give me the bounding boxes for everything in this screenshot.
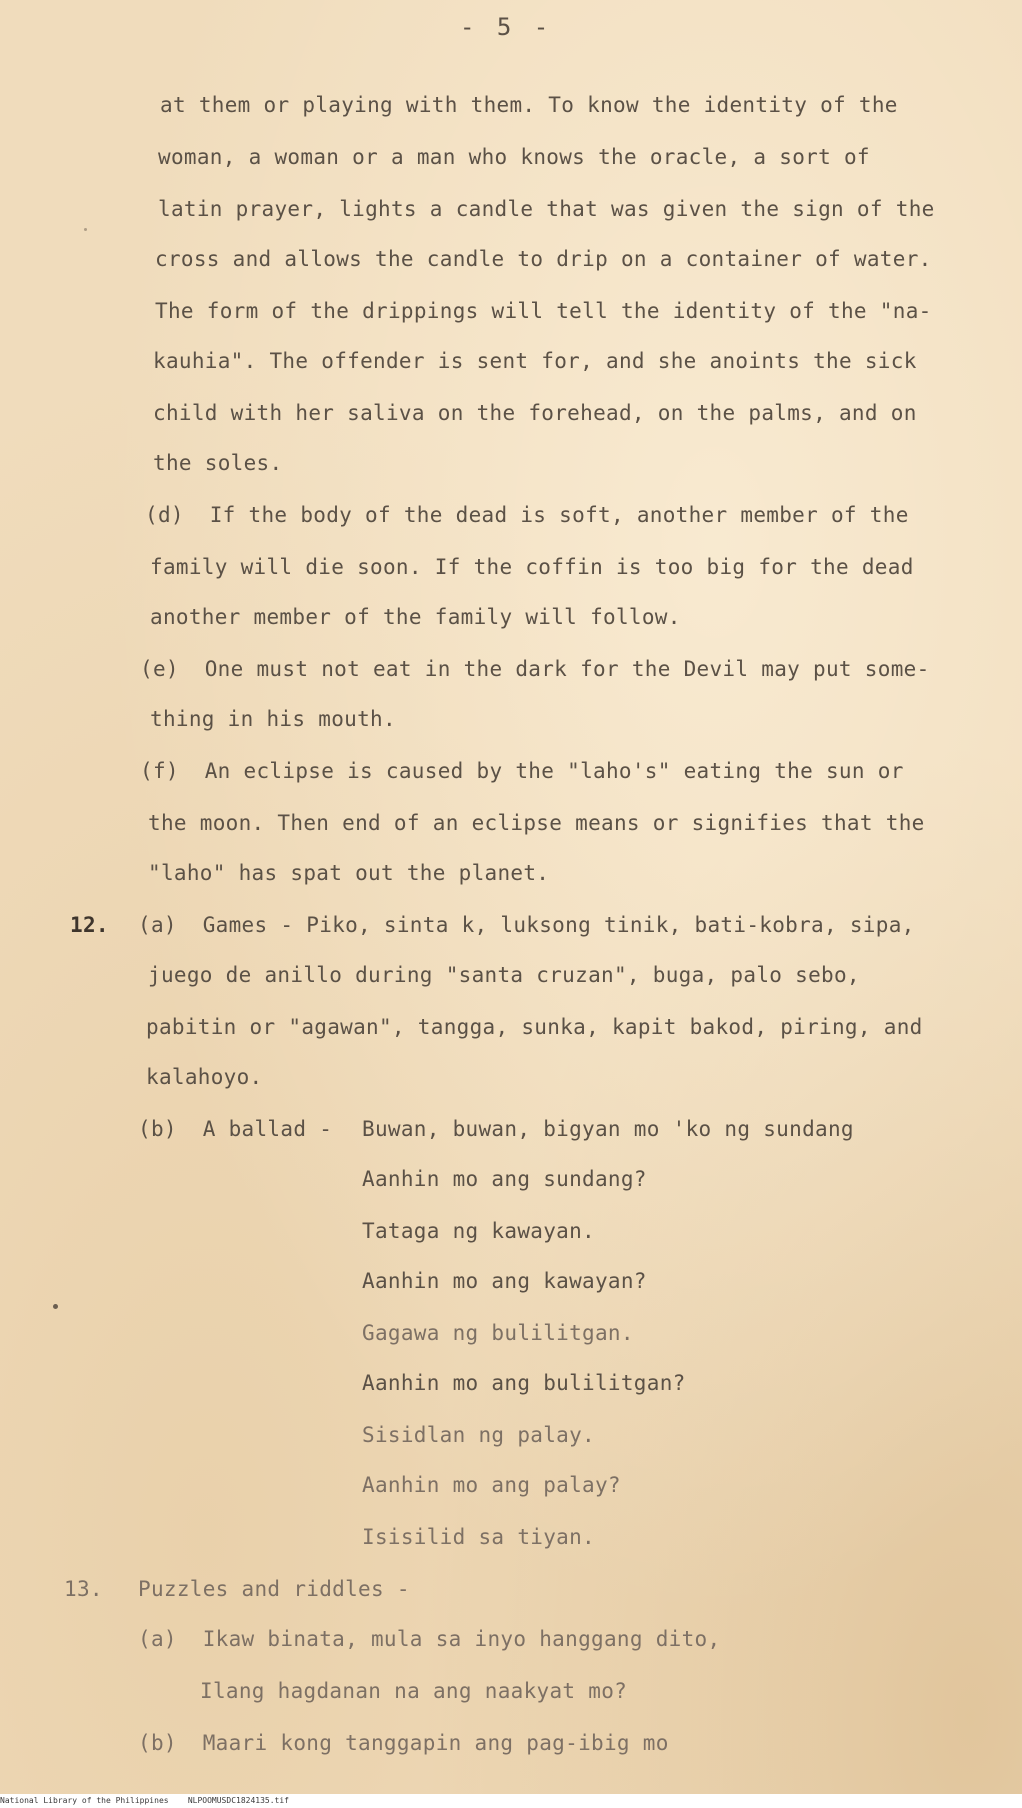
text-line: woman, a woman or a man who knows the oracle, a sort of xyxy=(158,145,870,169)
ballad-line: Aanhin mo ang bulilitgan? xyxy=(362,1371,686,1395)
text-line: (a) Games - Piko, sinta k, luksong tinik, bati-kobra, sipa, xyxy=(138,913,915,937)
footer-caption: National Library of the Philippines NLPOOMUSDC1824135.tif xyxy=(0,1796,289,1805)
text-line: pabitin or "agawan", tangga, sunka, kapit bakod, piring, and xyxy=(146,1015,923,1039)
text-line: family will die soon. If the coffin is too big for the dead xyxy=(150,555,914,579)
text-line: another member of the family will follow. xyxy=(150,605,681,629)
ballad-line: Tataga ng kawayan. xyxy=(362,1219,595,1243)
page-number: - 5 - xyxy=(460,13,553,41)
text-line: kalahoyo. xyxy=(146,1065,263,1089)
text-line: (d) If the body of the dead is soft, another member of the xyxy=(145,503,909,527)
text-line: the soles. xyxy=(153,451,283,475)
text-line: cross and allows the candle to drip on a container of water. xyxy=(155,247,932,271)
text-line: child with her saliva on the forehead, on the palms, and on xyxy=(153,401,917,425)
ballad-label: (b) A ballad - xyxy=(138,1117,333,1141)
text-line: (f) An eclipse is caused by the "laho's" eating the sun or xyxy=(140,759,904,783)
riddle-line: (b) Maari kong tanggapin ang pag-ibig mo xyxy=(138,1731,669,1755)
text-line: latin prayer, lights a candle that was given the sign of the xyxy=(158,197,935,221)
ballad-line: Isisilid sa tiyan. xyxy=(362,1525,595,1549)
riddle-line: Ilang hagdanan na ang naakyat mo? xyxy=(200,1679,628,1703)
text-line: at them or playing with them. To know the identity of the xyxy=(160,93,898,117)
ink-speck xyxy=(84,228,87,231)
text-line: the moon. Then end of an eclipse means or signifies that the xyxy=(148,811,925,835)
text-line: (e) One must not eat in the dark for the Devil may put some- xyxy=(140,657,930,681)
item-number: 13. xyxy=(64,1577,103,1601)
ballad-line: Aanhin mo ang palay? xyxy=(362,1473,621,1497)
ballad-line: Aanhin mo ang kawayan? xyxy=(362,1269,647,1293)
item-number: 12. xyxy=(70,913,109,937)
text-line: "laho" has spat out the planet. xyxy=(148,861,550,885)
text-line: thing in his mouth. xyxy=(150,707,396,731)
text-line: kauhia". The offender is sent for, and she anoints the sick xyxy=(153,349,917,373)
ballad-line: Sisidlan ng palay. xyxy=(362,1423,595,1447)
item-heading: Puzzles and riddles - xyxy=(138,1577,410,1601)
ballad-line: Gagawa ng bulilitgan. xyxy=(362,1321,634,1345)
text-line: The form of the drippings will tell the identity of the "na- xyxy=(155,299,932,323)
riddle-line: (a) Ikaw binata, mula sa inyo hanggang dito, xyxy=(138,1627,721,1651)
ink-speck xyxy=(53,1304,58,1309)
text-line: juego de anillo during "santa cruzan", buga, palo sebo, xyxy=(148,963,860,987)
ballad-line: Aanhin mo ang sundang? xyxy=(362,1167,647,1191)
ballad-line: Buwan, buwan, bigyan mo 'ko ng sundang xyxy=(362,1117,854,1141)
